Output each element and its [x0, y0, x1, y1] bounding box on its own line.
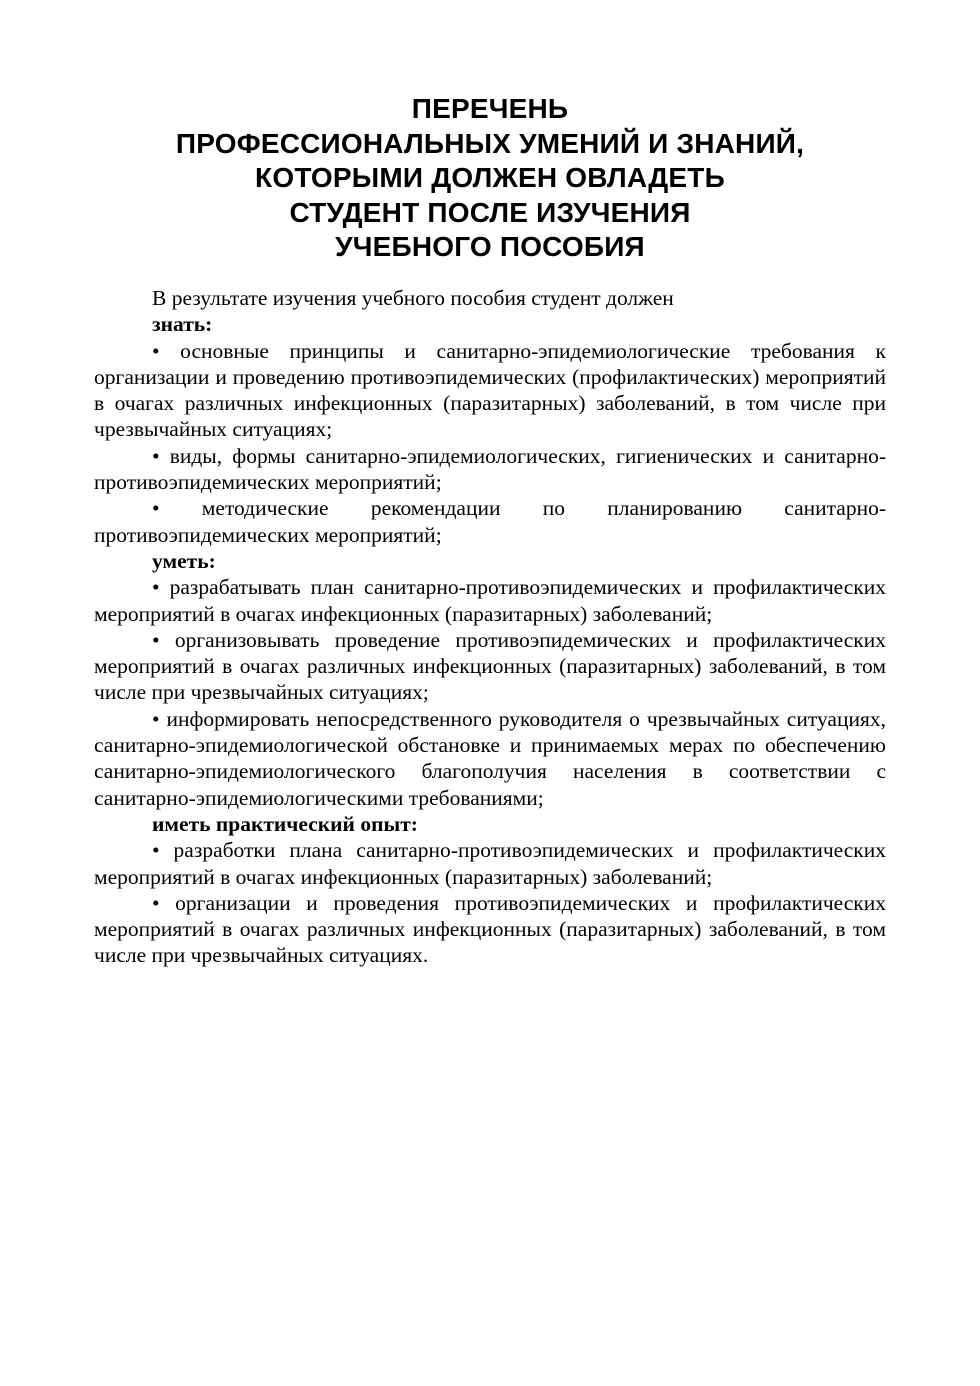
intro-paragraph: В результате изучения учебного пособия студент должен	[152, 286, 674, 310]
title-line: УЧЕБНОГО ПОСОБИЯ	[335, 231, 645, 262]
list-item: • основные принципы и санитарно-эпидемиологические требования к организации и проведению противоэпидемических (профилактических) мероприятий в очагах различных инфекционных (паразитарных) заболеваний, в том числе при чрезвычайных ситуациях;	[94, 338, 886, 442]
list-item: • информировать непосредственного руководителя о чрезвычайных ситуациях, санитарно-эпидемиологической обстановке и принимаемых мерах по обеспечению санитарно-эпидемиологического благополучия населения в соответствии с санитарно-эпидемиологическими требованиями;	[94, 706, 886, 810]
list-item: • методические рекомендации по планированию санитарно-противоэпидемических мероприятий;	[94, 496, 886, 547]
page-title	[94, 92, 886, 265]
section-heading-experience: иметь практический опыт:	[152, 811, 418, 836]
list-item: • разрабатывать план санитарно-противоэпидемических и профилактических мероприятий в очагах инфекционных (паразитарных) заболеваний;	[94, 575, 886, 626]
title-line: СТУДЕНТ ПОСЛЕ ИЗУЧЕНИЯ	[289, 196, 691, 228]
section-heading-skills: уметь:	[152, 548, 216, 573]
section-heading-know: знать:	[152, 312, 213, 337]
title-line: ПРОФЕССИОНАЛЬНЫХ УМЕНИЙ И ЗНАНИЙ,	[175, 127, 805, 159]
title-line: КОТОРЫМИ ДОЛЖЕН ОВЛАДЕТЬ	[255, 162, 725, 193]
list-item: • организации и проведения противоэпидемических и профилактических мероприятий в очагах различных инфекционных (паразитарных) заболеваний, в том числе при чрезвычайных ситуациях.	[94, 890, 886, 968]
list-item: • разработки плана санитарно-противоэпидемических и профилактических мероприятий в очагах инфекционных (паразитарных) заболеваний;	[94, 838, 886, 889]
list-item: • виды, формы санитарно-эпидемиологических, гигиенических и санитарно-противоэпидемических мероприятий;	[94, 443, 886, 495]
title-line: ПЕРЕЧЕНЬ	[411, 93, 569, 124]
document-body	[94, 285, 886, 969]
list-item: • организовывать проведение противоэпидемических и профилактических мероприятий в очагах различных инфекционных (паразитарных) заболеваний, в том числе при чрезвычайных ситуациях;	[94, 627, 886, 705]
